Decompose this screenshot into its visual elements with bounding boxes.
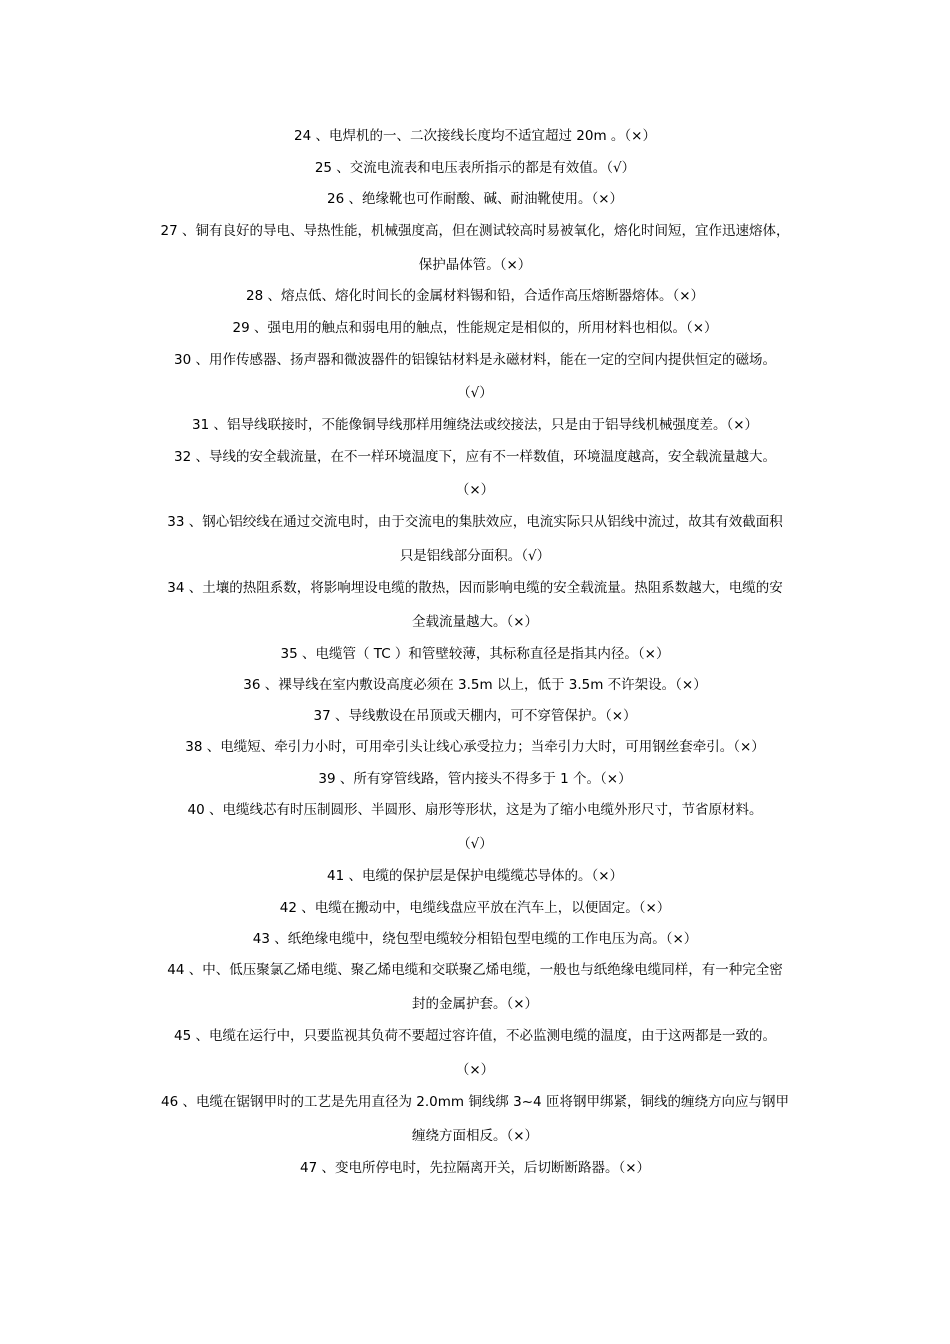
text-line: 33 、钢心铝绞线在通过交流电时，由于交流电的集肤效应，电流实际只从铝线中流过，故其有效截面积 (167, 514, 783, 530)
text-line: （×） (455, 1062, 495, 1078)
text-line: 46 、电缆在锯钢甲时的工艺是先用直径为 2.0mm 铜线绑 3~4 匝将钢甲绑紧，铜线的缠绕方向应与钢甲 (161, 1094, 789, 1110)
text-line: 封的金属护套。（×） (411, 996, 539, 1012)
text-line: 32 、导线的安全载流量，在不一样环境温度下，应有不一样数值，环境温度越高，安全载流量越大。 (174, 449, 776, 465)
text-line: 保护晶体管。（×） (418, 257, 532, 273)
text-line: （√） (457, 385, 493, 401)
text-line: 27 、铜有良好的导电、导热性能，机械强度高，但在测试较高时易被氧化，熔化时间短，宜作迅速熔体， (160, 223, 790, 239)
text-line: （√） (457, 836, 493, 852)
text-line: （×） (455, 482, 495, 498)
text-line: 34 、土壤的热阻系数，将影响埋设电缆的散热，因而影响电缆的安全载流量。热阻系数越大，电缆的安 (167, 580, 783, 596)
text-line: 40 、电缆线芯有时压制圆形、半圆形、扇形等形状，这是为了缩小电缆外形尺寸，节省原材料。 (187, 802, 763, 818)
text-line: 38 、电缆短、牵引力小时，可用牵引头让线心承受拉力；当牵引力大时，可用钢丝套牵引。（×） (185, 739, 765, 755)
text-line: 全载流量越大。（×） (411, 614, 539, 630)
text-line: 26 、绝缘靴也可作耐酸、碱、耐油靴使用。（×） (326, 191, 624, 207)
text-line: 25 、交流电流表和电压表所指示的都是有效值。（√） (314, 160, 636, 176)
text-line: 只是铝线部分面积。（√） (399, 548, 551, 564)
text-line: 47 、变电所停电时，先拉隔离开关，后切断断路器。（×） (299, 1160, 651, 1176)
text-line: 42 、电缆在搬动中，电缆线盘应平放在汽车上，以便固定。（×） (279, 900, 671, 916)
text-line: 45 、电缆在运行中，只要监视其负荷不要超过容许值，不必监测电缆的温度，由于这两都是一致的。 (174, 1028, 776, 1044)
text-line: 44 、中、低压聚氯乙烯电缆、聚乙烯电缆和交联聚乙烯电缆，一般也与纸绝缘电缆同样，有一种完全密 (167, 962, 783, 978)
text-line: 30 、用作传感器、扬声器和微波器件的铝镍钴材料是永磁材料，能在一定的空间内提供恒定的磁场。 (174, 352, 776, 368)
text-line: 39 、所有穿管线路，管内接头不得多于 1 个。（×） (318, 771, 632, 787)
text-line: 41 、电缆的保护层是保护电缆缆芯导体的。（×） (326, 868, 624, 884)
text-line: 缠绕方面相反。（×） (411, 1128, 539, 1144)
text-line: 37 、导线敷设在吊顶或天棚内，可不穿管保护。（×） (313, 708, 637, 724)
text-line: 36 、裸导线在室内敷设高度必须在 3.5m 以上，低于 3.5m 不许架设。（×） (243, 677, 707, 693)
text-line: 43 、纸绝缘电缆中，绕包型电缆较分相铅包型电缆的工作电压为高。（×） (252, 931, 698, 947)
text-line: 35 、电缆管（ TC ）和管壁较薄，其标称直径是指其内径。（×） (280, 646, 670, 662)
text-line: 31 、铝导线联接时，不能像铜导线那样用缠绕法或绞接法，只是由于铝导线机械强度差。（×） (191, 417, 759, 433)
text-line: 28 、熔点低、熔化时间长的金属材料锡和铅，合适作高压熔断器熔体。（×） (245, 288, 705, 304)
text-line: 24 、电焊机的一、二次接线长度均不适宜超过 20m 。（×） (294, 128, 656, 144)
text-line: 29 、强电用的触点和弱电用的触点，性能规定是相似的，所用材料也相似。（×） (232, 320, 718, 336)
